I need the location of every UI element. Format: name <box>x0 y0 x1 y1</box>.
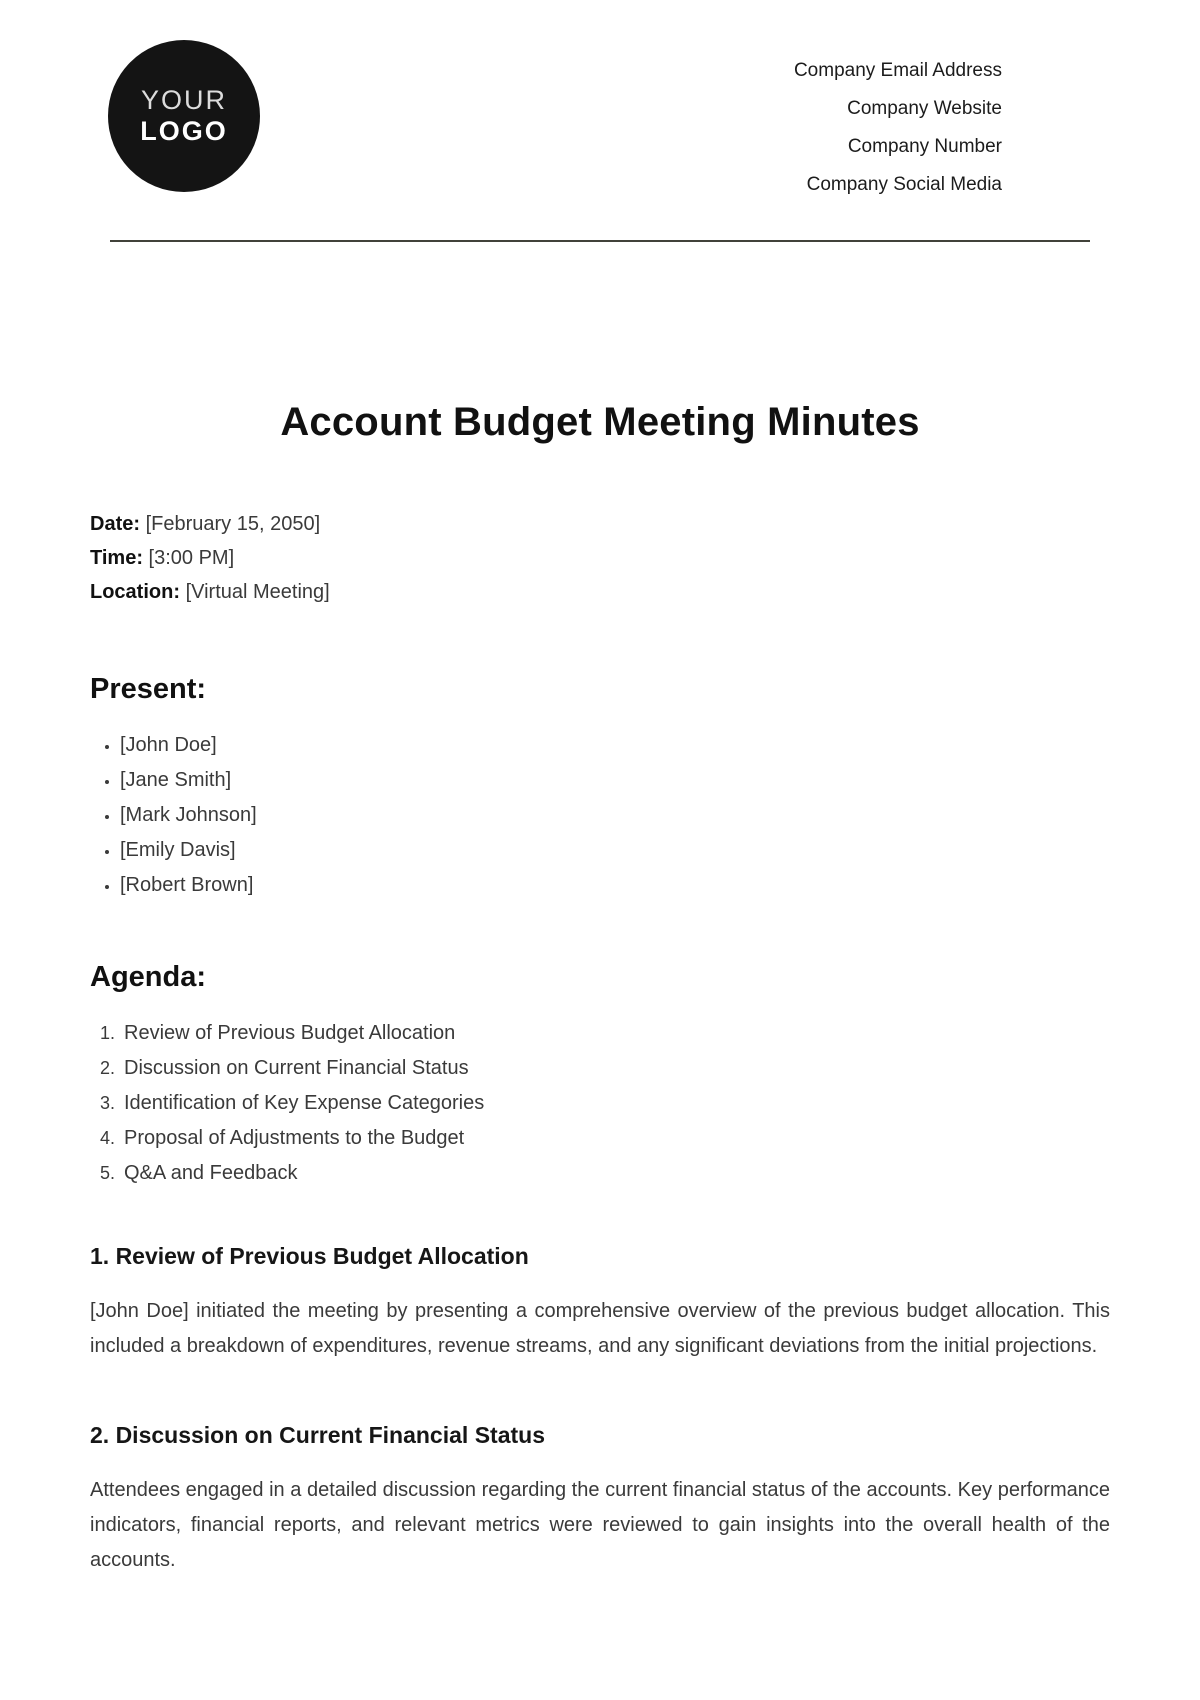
list-item: 5. Q&A and Feedback <box>120 1162 1110 1185</box>
date-label: Date: <box>90 513 141 535</box>
company-email: Company Email Address <box>793 60 1002 81</box>
document-title: Account Budget Meeting Minutes <box>280 400 920 444</box>
list-item: • [Jane Smith] <box>120 769 1110 792</box>
list-item: 1. Review of Previous Budget Allocation <box>120 1022 1110 1045</box>
section-heading: 1. Review of Previous Budget Allocation <box>90 1243 529 1269</box>
time-value: [3:00 PM] <box>148 547 235 569</box>
company-logo <box>108 40 260 192</box>
list-item: 2. Discussion on Current Financial Status <box>120 1057 1110 1080</box>
list-item: • [John Doe] <box>120 734 1110 757</box>
section-heading: 2. Discussion on Current Financial Status <box>90 1422 545 1448</box>
company-social-media: Company Social Media <box>806 174 1002 195</box>
section-body: [John Doe] initiated the meeting by presenting a comprehensive overview of the previous budget allocation. This included a breakdown of expenditures, revenue streams, and any significant deviations from the initial projections. <box>90 1300 1110 1357</box>
present-heading: Present: <box>90 673 207 705</box>
logo-text-your: YOUR <box>140 84 227 115</box>
list-item: • [Robert Brown] <box>120 874 1110 897</box>
meta-time-row <box>90 541 1110 575</box>
section-review <box>90 1243 1110 1364</box>
time-label: Time: <box>90 547 143 569</box>
company-number: Company Number <box>847 136 1002 157</box>
meta-date-row <box>90 507 1110 541</box>
date-value: [February 15, 2050] <box>145 513 321 535</box>
company-contact-block <box>794 40 1110 204</box>
agenda-list <box>90 1022 1110 1185</box>
location-label: Location: <box>90 581 180 603</box>
list-item: 4. Proposal of Adjustments to the Budget <box>120 1127 1110 1150</box>
location-value: [Virtual Meeting] <box>185 581 330 603</box>
logo-text-logo: LOGO <box>140 116 228 146</box>
present-list <box>90 734 1110 897</box>
list-item: • [Emily Davis] <box>120 839 1110 862</box>
meeting-meta <box>90 507 1110 609</box>
list-item: • [Mark Johnson] <box>120 804 1110 827</box>
company-website: Company Website <box>847 98 1002 119</box>
meta-location-row <box>90 575 1110 609</box>
header-divider <box>110 240 1090 242</box>
section-body: Attendees engaged in a detailed discussion regarding the current financial status of the accounts. Key performance indicators, financial reports, and relevant metrics were reviewed to gain insights into the overall health of the accounts. <box>90 1479 1110 1571</box>
section-discussion <box>90 1422 1110 1578</box>
list-item: 3. Identification of Key Expense Categories <box>120 1092 1110 1115</box>
document-header <box>90 40 1110 204</box>
agenda-heading: Agenda: <box>90 961 206 993</box>
